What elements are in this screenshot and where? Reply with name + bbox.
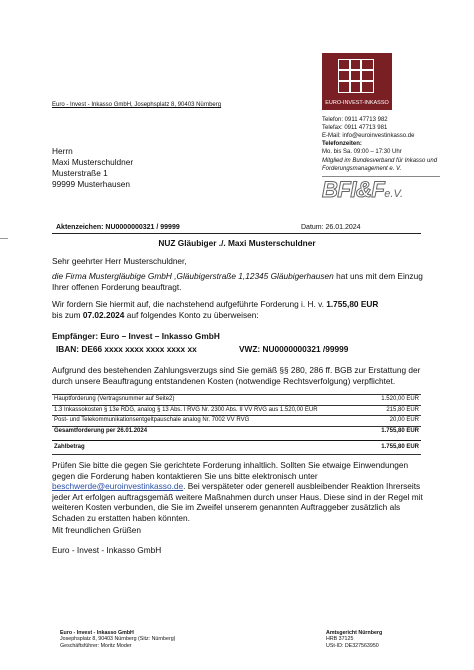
payable-label: Zahlbetrag (52, 441, 357, 455)
demand-text-2: bis zum (52, 309, 83, 320)
fax: Telefax: 0911 47713 981 (322, 125, 388, 131)
footer-hrb: HRB 37125 (326, 636, 354, 643)
bfif-logo (322, 178, 442, 202)
payable-row (52, 441, 421, 455)
letter-date: Datum: 26.01.2024 (301, 224, 361, 231)
payee: Empfänger: Euro – Invest – Inkasso GmbH (52, 331, 220, 341)
table-row (52, 395, 421, 406)
table-row (52, 405, 421, 416)
demand-amount: 1.755,80 EUR (326, 299, 379, 309)
payment-reference: VWZ: NU0000000321 /99999 (239, 344, 349, 354)
logo-grid-icon (338, 59, 374, 93)
row-amount: 215,80 EUR (357, 405, 421, 416)
payable-amount: 1.755,80 EUR (357, 441, 421, 455)
email: E-Mail: info@euroinvestinkasso.de (322, 133, 415, 139)
demand-text: Wir fordern Sie hiermit auf, die nachstehend aufgeführte Forderung i. H. v. (52, 299, 327, 309)
row-description: 1.3 Inkassokosten § 13e RDG, analog § 13 Abs. I RVG Nr. 2300 Abs. II VV RVG aus 1.520,00 EUR (52, 405, 357, 416)
recipient-city: 99999 Musterhausen (52, 179, 130, 189)
claim-table (52, 394, 421, 455)
reference-underline (52, 233, 421, 234)
default-notice: Aufgrund des bestehenden Zahlungsverzugs sind Sie gemäß §§ 280, 286 ff. BGB zur Erstattung der durch unsere Beauftragung entstandenen Kosten (notwendige Rechtsverfolgung) verpflichtet. (52, 365, 421, 386)
contact-block (322, 116, 462, 173)
row-amount: 20,00 EUR (357, 416, 421, 427)
logo-caption: EURO-INVEST-INKASSO (325, 100, 389, 106)
euro-invest-inkasso-logo (322, 53, 392, 110)
recipient-street: Musterstraße 1 (52, 168, 108, 178)
row-description: Post- und Telekommunikationsentgeltpauschale analog Nr. 7002 VV RVG (52, 416, 357, 427)
complaint-email-link[interactable]: beschwerde@euroinvestinkasso.de (52, 481, 184, 491)
footer-company (60, 630, 175, 649)
objection-paragraph (52, 460, 424, 523)
objection-text-2: . Bei verspäteter oder generell ausbleibender Reaktion Ihrerseits jeder Art erfolgen auftragsgemäß weitere Maßnahmen durch unser Haus. Diese sind in der Regel mit weiteren Kosten verbunden, die Sie im Zweifel unserem genannten Auftraggeber zusätzlich als Schaden zu erstatten haben könnten. (52, 481, 423, 523)
footer-vat-id: USt-ID: DE327563950 (326, 642, 379, 649)
recipient-name: Maxi Musterschuldner (52, 157, 134, 167)
footer-ceo: Geschäftsführer: Moritz Moder (60, 642, 132, 649)
sender-return-address: Euro - Invest - Inkasso GmbH, Josephsplatz 8, 90403 Nürnberg (52, 102, 222, 108)
membership-note: Mitglied im Bundesverband für Inkasso und Forderungsmanagement e. V. (322, 158, 438, 172)
footer-registry (326, 630, 382, 649)
row-amount: 1.520,00 EUR (357, 395, 421, 406)
recipient-salutation: Herrn (52, 146, 73, 156)
total-amount: 1.755,80 EUR (357, 426, 421, 436)
iban: IBAN: DE66 xxxx xxxx xxxx xxxx xx (56, 344, 197, 354)
recipient-address (52, 146, 133, 190)
due-date: 07.02.2024 (82, 309, 125, 320)
bfif-logo-text: BFI&F (322, 177, 385, 202)
subject: NUZ Gläubiger ./. Maxi Musterschuldner (158, 238, 316, 248)
footer-address: Josephsplatz 8, 90403 Nürnberg (Sitz: Nürnberg) (60, 636, 176, 643)
intro-paragraph (52, 271, 432, 292)
objection-text: Prüfen Sie bitte die gegen Sie gerichtete Forderung inhaltlich. Sollten Sie etwaige Einwendungen gegen die Forderung haben kontaktieren Sie uns bitte elektronisch unter (52, 460, 409, 481)
hours-label: Telefonzeiten: (322, 141, 362, 147)
greeting: Sehr geehrter Herr Musterschuldner, (52, 256, 187, 266)
creditor-name: die Firma Mustergläubige GmbH ,Gläubigerstraße 1,12345 Gläubigerhausen (52, 271, 334, 281)
phone: Telefon: 0911 47713 982 (322, 117, 388, 123)
closing: Mit freundlichen Grüßen (52, 525, 142, 535)
total-label: Gesamtforderung per 26.01.2024 (52, 426, 357, 436)
footer-company-name: Euro - Invest - Inkasso GmbH (60, 630, 134, 636)
file-number: Aktenzeichen: NU0000000321 / 99999 (56, 224, 180, 231)
bfif-logo-suffix: e.V. (384, 188, 404, 200)
intro-text: hat uns mit dem Einzug Ihrer offenen Forderung beauftragt. (52, 271, 423, 292)
demand-text-3: auf folgendes Konto zu überweisen: (124, 309, 259, 320)
signature: Euro - Invest - Inkasso GmbH (52, 545, 162, 555)
payment-demand (52, 299, 442, 320)
total-row (52, 426, 421, 436)
table-row (52, 416, 421, 427)
hours: Mo. bis Sa. 09:00 – 17:30 Uhr (322, 149, 402, 155)
footer-court: Amtsgericht Nürnberg (326, 630, 383, 636)
row-description: Hauptforderung (Vertragsnummer auf Seite2) (52, 395, 357, 406)
